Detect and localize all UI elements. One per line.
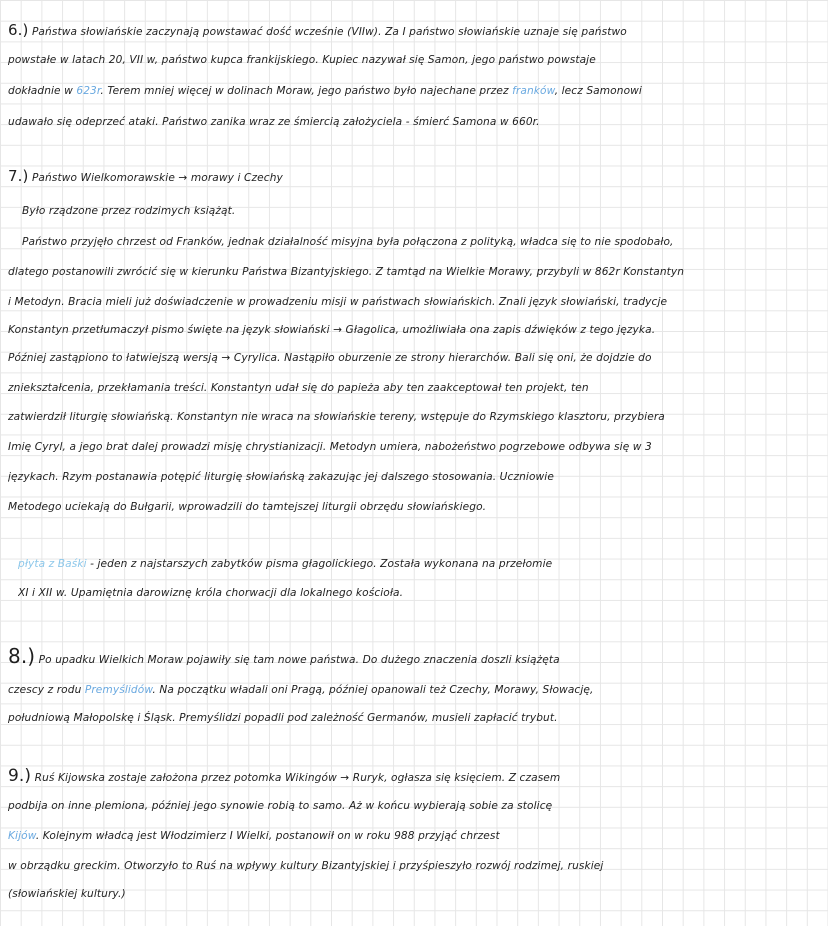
section6-line1 <box>8 22 824 40</box>
kiev-highlight: Kijów <box>8 830 36 842</box>
note-text-1: - jeden z najstarszych zabytków pisma głagolickiego. Została wykonana na przełomie <box>86 558 553 570</box>
section9-text-3: . Kolejnym władcą jest Włodzimierz I Wielki, postanowił on w roku 988 przyjąć chrzest <box>35 830 500 842</box>
section7-line1 <box>22 203 824 219</box>
section8-text-2a: czescy z rodu <box>8 684 85 696</box>
section7-text-3: dlatego postanowili zwrócić się w kierunku Państwa Bizantyjskiego. Z tamtąd na Wielkie Morawy, przybyli w 862r Konstantyn <box>8 266 685 278</box>
section8-line1 <box>8 644 824 670</box>
section7-line7 <box>8 380 824 396</box>
section7-text-6: Później zastąpiono to łatwiejszą wersją → Cyrylica. Nastąpiło oburzenie ze strony hierarchów. Bali się oni, że dojdzie do <box>8 352 652 364</box>
section9-number: 9.) <box>8 766 32 786</box>
dynasty-highlight: Premyślidów <box>84 684 153 696</box>
section7-line5 <box>8 322 824 338</box>
section9-line1 <box>8 766 824 788</box>
note-line2 <box>18 585 824 601</box>
section7-text-1: Było rządzone przez rodzimych książąt. <box>22 205 236 217</box>
section7-line10 <box>8 469 824 485</box>
section6-text-3b: . Terem mniej więcej w dolinach Moraw, jego państwo było najechane przez <box>100 85 513 97</box>
section9-text-4: w obrządku greckim. Otworzyło to Ruś na wpływy kultury Bizantyjskiej i przyśpieszyło rozwój rodzimej, ruskiej <box>8 860 604 872</box>
section6-line2 <box>8 52 824 68</box>
section7-line3 <box>8 264 824 280</box>
section8-line3 <box>8 710 824 726</box>
section6-text-4: udawało się odeprzeć ataki. Państwo zanika wraz ze śmiercią założyciela - śmierć Samona w 660r. <box>8 116 540 128</box>
section9-line2 <box>8 798 824 814</box>
section6-text-3a: dokładnie w <box>8 85 77 97</box>
section8-text-1: Po upadku Wielkich Moraw pojawiły się tam nowe państwa. Do dużego znaczenia doszli książęta <box>38 654 560 666</box>
section7-text-9: Imię Cyryl, a jego brat dalej prowadzi misję chrystianizacji. Metodyn umiera, nabożeństwo pogrzebowe odbywa się w 3 <box>8 441 652 453</box>
section7-text-4: i Metodyn. Bracia mieli już doświadczenie w prowadzeniu misji w państwach słowiańskich. Znali język słowiański, tradycje <box>8 296 668 308</box>
section7-text-5: Konstantyn przetłumaczył pismo święte na język słowiański → Głagolica, umożliwiała ona zapis dźwięków z tego języka. <box>8 324 656 336</box>
section7-title: Państwo Wielkomorawskie → morawy i Czechy <box>31 172 283 184</box>
section7-line9 <box>8 439 824 455</box>
section7-line4 <box>8 294 824 310</box>
section7-text-2: Państwo przyjęło chrzest od Franków, jednak działalność misyjna była połączona z polityką, władca się to nie spodobało, <box>22 236 674 248</box>
section6-text-2: powstałe w latach 20, VII w, państwo kupca frankijskiego. Kupiec nazywał się Samon, jego państwo powstaje <box>8 54 596 66</box>
section9-text-1: Ruś Kijowska zostaje założona przez potomka Wikingów → Ruryk, ogłasza się księciem. Z czasem <box>34 772 561 784</box>
section6-line4 <box>8 114 824 130</box>
section7-heading <box>8 168 824 186</box>
section9-line5 <box>8 886 824 902</box>
section7-line6 <box>8 350 824 366</box>
section7-line11 <box>8 499 824 515</box>
section6-line3 <box>8 83 824 99</box>
section9-text-2: podbija on inne plemiona, później jego synowie robią to samo. Aż w końcu wybierają sobie za stolicę <box>8 800 553 812</box>
note-term: płyta z Baśki <box>18 558 87 570</box>
section7-text-7: zniekształcenia, przekłamania treści. Konstantyn udał się do papieża aby ten zaakceptował ten projekt, ten <box>8 382 589 394</box>
section8-number: 8.) <box>8 644 36 668</box>
note-text-2: XI i XII w. Upamiętnia darowiznę króla chorwacji dla lokalnego kościoła. <box>18 587 404 599</box>
section7-number: 7.) <box>8 168 29 185</box>
section7-line2 <box>22 234 824 250</box>
section6-number: 6.) <box>8 22 29 39</box>
section9-line3 <box>8 828 824 844</box>
section9-line4 <box>8 858 824 874</box>
section8-text-2b: . Na początku władali oni Pragą, później opanowali też Czechy, Morawy, Słowację, <box>152 684 594 696</box>
note-line1 <box>18 556 824 572</box>
year-highlight: 623r <box>76 85 101 97</box>
section6-text-1: Państwa słowiańskie zaczynają powstawać dość wcześnie (VIIw). Za I państwo słowiańskie uznaje się państwo <box>31 26 627 38</box>
franks-highlight: franków <box>512 85 555 97</box>
section6-text-3c: , lecz Samonowi <box>554 85 642 97</box>
section7-line8 <box>8 409 824 425</box>
section7-text-8: zatwierdził liturgię słowiańską. Konstantyn nie wraca na słowiańskie tereny, wstępuje do Rzymskiego klasztoru, przybiera <box>8 411 665 423</box>
section8-line2 <box>8 682 824 698</box>
section7-text-10: językach. Rzym postanawia potępić liturgię słowiańską zakazując jej dalszego stosowania. Uczniowie <box>8 471 554 483</box>
section8-text-3: południową Małopolskę i Śląsk. Premyślidzi popadli pod zależność Germanów, musieli zapłacić trybut. <box>8 712 558 724</box>
section9-text-5: (słowiańskiej kultury.) <box>8 888 126 900</box>
section7-text-11: Metodego uciekają do Bułgarii, wprowadzili do tamtejszej liturgii obrzędu słowiańskiego. <box>8 501 487 513</box>
